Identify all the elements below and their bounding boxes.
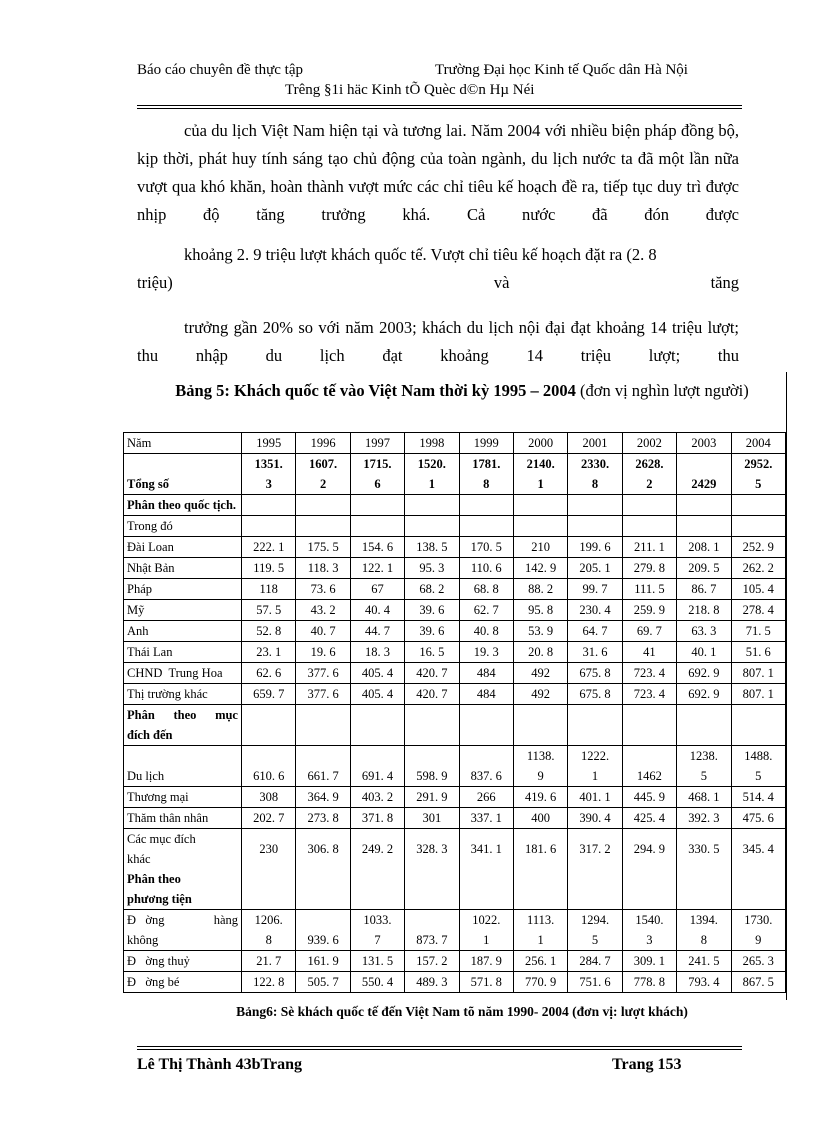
data-cell: 807. 1 [731, 663, 785, 684]
data-cell: 1033. 7 [350, 910, 404, 951]
footer-page-number: Trang 153 [612, 1056, 682, 1073]
data-cell: 175. 5 [296, 537, 350, 558]
data-cell: 131. 5 [350, 951, 404, 972]
data-cell: 40. 7 [296, 621, 350, 642]
data-cell: 40. 1 [677, 642, 731, 663]
data-cell: 371. 8 [350, 808, 404, 829]
data-cell: 202. 7 [242, 808, 296, 829]
data-cell: 154. 6 [350, 537, 404, 558]
paragraph-3: trưởng gần 20% so với năm 2003; khách du lịch nội đại đạt khoảng 14 triệu lượt; thu nhập du lịch đạt khoảng 14 triệu lượt; thu [137, 318, 739, 365]
total-cell: 2330. 8 [568, 454, 622, 495]
data-cell: 52. 8 [242, 621, 296, 642]
data-cell: 111. 5 [622, 579, 676, 600]
table-row-in-which [124, 516, 786, 537]
data-cell: 377. 6 [296, 663, 350, 684]
data-cell: 284. 7 [568, 951, 622, 972]
paragraph-2-word-c: tăng [710, 273, 739, 292]
data-cell: 364. 9 [296, 787, 350, 808]
data-cell: 1394. 8 [677, 910, 731, 951]
table-row-section-nationality [124, 495, 786, 516]
table-row [124, 787, 786, 808]
data-cell: 294. 9 [622, 829, 676, 910]
row-label: Thương mại [124, 787, 242, 808]
data-cell: 328. 3 [405, 829, 459, 910]
data-cell: 330. 5 [677, 829, 731, 910]
data-cell: 95. 8 [513, 600, 567, 621]
data-cell: 51. 6 [731, 642, 785, 663]
data-cell: 317. 2 [568, 829, 622, 910]
data-cell: 723. 4 [622, 663, 676, 684]
total-cell: 2140. 1 [513, 454, 567, 495]
data-cell: 1488. 5 [731, 746, 785, 787]
section-transport-label-a: Phân theo [127, 872, 181, 886]
year-header-label: Năm [124, 433, 242, 454]
row-label: Mỹ [124, 600, 242, 621]
row-label: Các mục đích khác Phân theo phương tiện [124, 829, 242, 910]
total-cell: 2628. 2 [622, 454, 676, 495]
data-cell: 43. 2 [296, 600, 350, 621]
data-cell: 63. 3 [677, 621, 731, 642]
data-cell: 69. 7 [622, 621, 676, 642]
paragraph-2-line-1: khoảng 2. 9 triệu lượt khách quốc tế. Vượt chỉ tiêu kế hoạch đặt ra (2. 8 [184, 245, 657, 264]
data-cell: 118. 3 [296, 558, 350, 579]
table-row [124, 558, 786, 579]
table-row [124, 951, 786, 972]
table-row [124, 621, 786, 642]
table-row-section-purpose [124, 705, 786, 746]
data-cell: 205. 1 [568, 558, 622, 579]
data-cell: 1206. 8 [242, 910, 296, 951]
data-cell: 420. 7 [405, 684, 459, 705]
row-label: Đ ờng thuỷ [124, 951, 242, 972]
data-cell: 1238. 5 [677, 746, 731, 787]
data-cell: 308 [242, 787, 296, 808]
data-cell: 57. 5 [242, 600, 296, 621]
data-cell: 62. 6 [242, 663, 296, 684]
row-label: Đ ờng hàng không [124, 910, 242, 951]
table-row-total [124, 454, 786, 495]
data-cell: 230 [242, 829, 296, 910]
data-cell: 18. 3 [350, 642, 404, 663]
data-cell: 241. 5 [677, 951, 731, 972]
header-rule-bottom [137, 108, 742, 109]
paragraph-2-line-2 [137, 269, 739, 297]
data-cell: 377. 6 [296, 684, 350, 705]
data-cell: 119. 5 [242, 558, 296, 579]
data-cell: 1138. 9 [513, 746, 567, 787]
data-cell: 867. 5 [731, 972, 785, 993]
data-cell: 40. 8 [459, 621, 513, 642]
data-cell: 259. 9 [622, 600, 676, 621]
row-label: Nhật Bản [124, 558, 242, 579]
data-cell: 278. 4 [731, 600, 785, 621]
data-cell: 19. 6 [296, 642, 350, 663]
footer-rule-bottom [137, 1049, 742, 1050]
data-cell: 492 [513, 663, 567, 684]
data-cell: 67 [350, 579, 404, 600]
year-cell: 1998 [405, 433, 459, 454]
year-cell: 1995 [242, 433, 296, 454]
section-transport-label-b: phương tiện [127, 892, 192, 906]
data-cell: 122. 1 [350, 558, 404, 579]
data-cell: 675. 8 [568, 684, 622, 705]
row-label: Thăm thân nhân [124, 808, 242, 829]
data-cell: 675. 8 [568, 663, 622, 684]
paragraph-2-word-a: triệu) [137, 273, 173, 292]
data-cell: 751. 6 [568, 972, 622, 993]
table5-caption [137, 380, 787, 402]
row-label: Anh [124, 621, 242, 642]
data-cell: 256. 1 [513, 951, 567, 972]
data-cell: 95. 3 [405, 558, 459, 579]
data-cell: 208. 1 [677, 537, 731, 558]
section-purpose-label: Phân theo mục đích đến [124, 705, 242, 746]
data-cell: 778. 8 [622, 972, 676, 993]
table-row [124, 746, 786, 787]
data-cell: 420. 7 [405, 663, 459, 684]
data-cell: 170. 5 [459, 537, 513, 558]
data-cell: 1113. 1 [513, 910, 567, 951]
table-row [124, 663, 786, 684]
year-cell: 2000 [513, 433, 567, 454]
data-cell: 41 [622, 642, 676, 663]
data-cell: 692. 9 [677, 663, 731, 684]
data-cell: 222. 1 [242, 537, 296, 558]
table-row [124, 642, 786, 663]
header-left: Báo cáo chuyên đề thực tập [137, 62, 303, 78]
data-cell: 723. 4 [622, 684, 676, 705]
row-label: Đ ờng bé [124, 972, 242, 993]
data-cell: 659. 7 [242, 684, 296, 705]
data-cell: 64. 7 [568, 621, 622, 642]
year-cell: 1999 [459, 433, 513, 454]
data-cell: 44. 7 [350, 621, 404, 642]
data-cell: 475. 6 [731, 808, 785, 829]
data-cell: 484 [459, 684, 513, 705]
data-cell: 105. 4 [731, 579, 785, 600]
data-cell: 661. 7 [296, 746, 350, 787]
data-cell: 187. 9 [459, 951, 513, 972]
data-cell: 392. 3 [677, 808, 731, 829]
data-cell: 122. 8 [242, 972, 296, 993]
data-cell: 230. 4 [568, 600, 622, 621]
data-cell: 425. 4 [622, 808, 676, 829]
table-row [124, 537, 786, 558]
row-label: Thị trường khác [124, 684, 242, 705]
data-cell: 99. 7 [568, 579, 622, 600]
data-cell: 405. 4 [350, 663, 404, 684]
table-row [124, 684, 786, 705]
data-cell: 1022. 1 [459, 910, 513, 951]
data-cell: 53. 9 [513, 621, 567, 642]
header-rule-top [137, 105, 742, 106]
total-cell: 2429 [677, 454, 731, 495]
data-cell: 691. 4 [350, 746, 404, 787]
data-cell: 157. 2 [405, 951, 459, 972]
data-cell: 301 [405, 808, 459, 829]
total-cell: 1351. 3 [242, 454, 296, 495]
table5 [123, 432, 786, 993]
data-cell: 1222. 1 [568, 746, 622, 787]
header-right: Trường Đại học Kinh tế Quốc dân Hà Nội [435, 62, 688, 78]
data-cell: 23. 1 [242, 642, 296, 663]
table5-caption-unit: (đơn vị nghìn lượt người) [575, 381, 749, 400]
data-cell: 571. 8 [459, 972, 513, 993]
year-cell: 2003 [677, 433, 731, 454]
data-cell: 262. 2 [731, 558, 785, 579]
data-cell: 770. 9 [513, 972, 567, 993]
data-cell: 341. 1 [459, 829, 513, 910]
data-cell: 279. 8 [622, 558, 676, 579]
data-cell: 21. 7 [242, 951, 296, 972]
data-cell: 265. 3 [731, 951, 785, 972]
data-cell: 20. 8 [513, 642, 567, 663]
row-label: Đài Loan [124, 537, 242, 558]
data-cell: 345. 4 [731, 829, 785, 910]
data-cell: 86. 7 [677, 579, 731, 600]
data-cell: 210 [513, 537, 567, 558]
data-cell: 484 [459, 663, 513, 684]
table-row-years [124, 433, 786, 454]
data-cell: 161. 9 [296, 951, 350, 972]
data-cell: 252. 9 [731, 537, 785, 558]
data-cell: 550. 4 [350, 972, 404, 993]
data-cell: 419. 6 [513, 787, 567, 808]
data-cell: 692. 9 [677, 684, 731, 705]
data-cell: 445. 9 [622, 787, 676, 808]
table-row-other-purpose [124, 829, 786, 910]
data-cell: 138. 5 [405, 537, 459, 558]
data-cell: 199. 6 [568, 537, 622, 558]
paragraph-2-word-b: và [493, 273, 510, 292]
data-cell: 1294. 5 [568, 910, 622, 951]
table-row [124, 579, 786, 600]
data-cell: 68. 2 [405, 579, 459, 600]
footer-rule-top [137, 1046, 742, 1047]
data-cell: 249. 2 [350, 829, 404, 910]
data-cell: 505. 7 [296, 972, 350, 993]
data-cell: 403. 2 [350, 787, 404, 808]
row-label: CHND Trung Hoa [124, 663, 242, 684]
data-cell: 837. 6 [459, 746, 513, 787]
footer-author: Lê Thị Thành 43bTrang [137, 1056, 302, 1073]
data-cell: 40. 4 [350, 600, 404, 621]
data-cell: 39. 6 [405, 621, 459, 642]
data-cell: 39. 6 [405, 600, 459, 621]
data-cell: 807. 1 [731, 684, 785, 705]
data-cell: 1462 [622, 746, 676, 787]
paragraph-2 [137, 241, 739, 297]
year-cell: 2001 [568, 433, 622, 454]
total-cell: 1520. 1 [405, 454, 459, 495]
year-cell: 1997 [350, 433, 404, 454]
data-cell: 211. 1 [622, 537, 676, 558]
data-cell: 489. 3 [405, 972, 459, 993]
data-cell: 1730. 9 [731, 910, 785, 951]
total-cell: 1607. 2 [296, 454, 350, 495]
data-cell: 218. 8 [677, 600, 731, 621]
data-cell: 390. 4 [568, 808, 622, 829]
row-label: Pháp [124, 579, 242, 600]
data-cell: 306. 8 [296, 829, 350, 910]
data-cell: 88. 2 [513, 579, 567, 600]
data-cell: 939. 6 [296, 910, 350, 951]
data-cell: 309. 1 [622, 951, 676, 972]
data-cell: 110. 6 [459, 558, 513, 579]
data-cell: 598. 9 [405, 746, 459, 787]
data-cell: 142. 9 [513, 558, 567, 579]
data-cell: 1540. 3 [622, 910, 676, 951]
data-cell: 266 [459, 787, 513, 808]
data-cell: 68. 8 [459, 579, 513, 600]
table-row-air [124, 910, 786, 951]
year-cell: 1996 [296, 433, 350, 454]
data-cell: 19. 3 [459, 642, 513, 663]
data-cell: 209. 5 [677, 558, 731, 579]
data-cell: 273. 8 [296, 808, 350, 829]
data-cell: 492 [513, 684, 567, 705]
table-row [124, 600, 786, 621]
paragraph-1: của du lịch Việt Nam hiện tại và tương lai. Năm 2004 với nhiều biện pháp đồng bộ, kịp thời, phát huy tính sáng tạo chủ động của toàn ngành, du lịch nước ta đã một lần nữa vượt qua khó khăn, hoàn thành vượt mức các chỉ tiêu kế hoạch đề ra, tiếp tục duy trì được nhịp độ tăng trưởng khá. Cả nước đã đón được [137, 121, 739, 224]
data-cell: 514. 4 [731, 787, 785, 808]
data-cell: 337. 1 [459, 808, 513, 829]
frame-right-line [786, 372, 787, 1000]
data-cell: 873. 7 [405, 910, 459, 951]
data-cell: 400 [513, 808, 567, 829]
data-cell: 793. 4 [677, 972, 731, 993]
data-cell: 610. 6 [242, 746, 296, 787]
total-cell: 2952. 5 [731, 454, 785, 495]
table6-note: Bảng6: Sè khách quốc tế đến Việt Nam tõ năm 1990- 2004 (đơn vị: lượt khách) [236, 1004, 688, 1019]
data-cell: 73. 6 [296, 579, 350, 600]
data-cell: 468. 1 [677, 787, 731, 808]
data-cell: 401. 1 [568, 787, 622, 808]
table-row [124, 972, 786, 993]
data-cell: 71. 5 [731, 621, 785, 642]
total-cell: 1715. 6 [350, 454, 404, 495]
data-cell: 31. 6 [568, 642, 622, 663]
total-cell: 1781. 8 [459, 454, 513, 495]
table-row [124, 808, 786, 829]
data-cell: 118 [242, 579, 296, 600]
data-cell: 291. 9 [405, 787, 459, 808]
data-cell: 16. 5 [405, 642, 459, 663]
data-cell: 405. 4 [350, 684, 404, 705]
data-cell: 181. 6 [513, 829, 567, 910]
header-subtitle: Trêng §1i häc Kinh tÕ Quèc d©n Hµ Néi [285, 82, 535, 98]
year-cell: 2004 [731, 433, 785, 454]
section-nationality-label: Phân theo quốc tịch. [124, 495, 242, 516]
table5-caption-bold: Bảng 5: Khách quốc tế vào Việt Nam thời kỳ 1995 – 2004 [175, 381, 576, 400]
year-cell: 2002 [622, 433, 676, 454]
row-label: Thái Lan [124, 642, 242, 663]
row-label: Du lịch [124, 746, 242, 787]
total-label: Tổng số [124, 454, 242, 495]
data-cell: 62. 7 [459, 600, 513, 621]
in-which-label: Trong đó [124, 516, 242, 537]
